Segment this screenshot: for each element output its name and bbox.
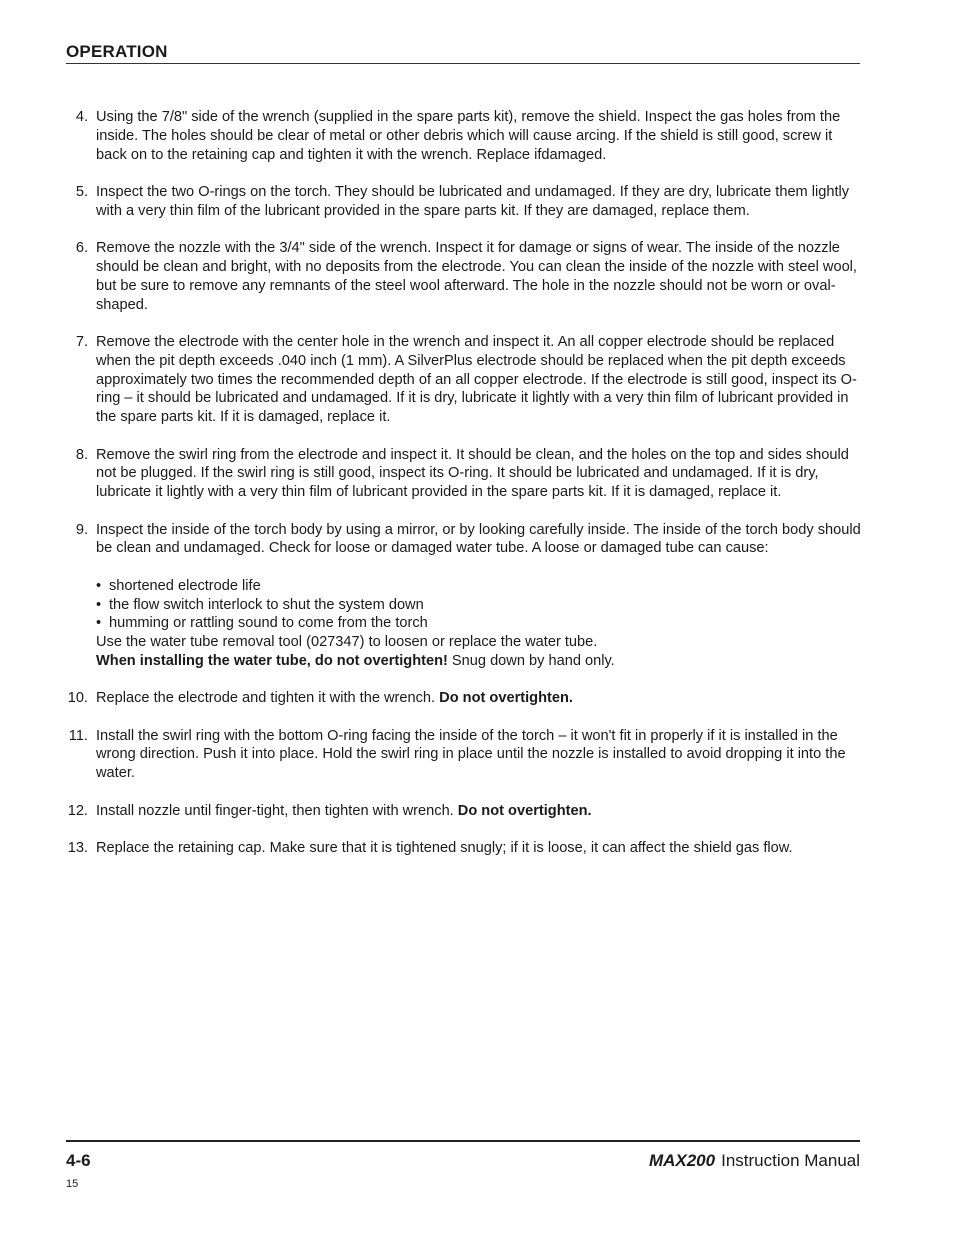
manual-title	[649, 1151, 860, 1171]
sheet-number: 15	[66, 1178, 79, 1190]
note-text: Use the water tube removal tool (027347) to loosen or replace the water tube.	[96, 634, 598, 651]
step-text: Remove the swirl ring from the electrode and inspect it. It should be clean, and the holes on the top and sides should not be plugged. If the swirl ring is still good, inspect its O-ring. It should be lubricated and undamaged. If it is dry, lubricate it lightly with a very thin film of lubricant provided in the spare parts kit. If it is damaged, replace it.	[96, 446, 849, 501]
step-13	[66, 839, 862, 858]
page-number: 4-6	[66, 1151, 91, 1170]
step-8	[66, 446, 862, 502]
step-number: 10.	[67, 690, 88, 707]
note-warning: When installing the water tube, do not overtighten!	[96, 652, 448, 669]
warning-text: Do not overtighten.	[457, 802, 592, 819]
step-6	[66, 239, 862, 314]
section-title: OPERATION	[66, 42, 168, 61]
step-4	[66, 108, 862, 164]
step-text: Inspect the two O-rings on the torch. They should be lubricated and undamaged. If they are dry, lubricate them lightly with a very thin film of the lubricant provided in the spare parts kit. If they are damaged, replace them.	[96, 183, 850, 219]
step-text: Install nozzle until finger-tight, then tighten with wrench. Do not overtighten.	[96, 802, 592, 819]
step-text: Using the 7/8" side of the wrench (supplied in the spare parts kit), remove the shield. Inspect the gas holes from the inside. The holes should be clear of metal or other debris which will cause arcing. If the shield is still good, screw it back on to the retaining cap and tighten it with the wrench. Replace ifdamaged.	[96, 109, 841, 163]
list-item: • humming or rattling sound to come from the torch	[96, 614, 862, 633]
page-header	[66, 42, 860, 64]
step-number: 8.	[75, 446, 88, 463]
warning-text: Do not overtighten.	[439, 690, 573, 707]
step-7	[66, 333, 862, 427]
bullet-list	[96, 577, 862, 633]
step-text: Replace the electrode and tighten it with the wrench. Do not overtighten.	[96, 690, 573, 707]
manual-label: Instruction Manual	[721, 1151, 860, 1170]
step-text: Install the swirl ring with the bottom O-ring facing the inside of the torch – it won't fit in properly if it is installed in the wrong direction. Push it into place. Hold the swirl ring in place until the nozzle is installed to avoid dropping it into the water.	[96, 727, 846, 782]
water-tube-note	[96, 633, 862, 671]
step-number: 6.	[75, 240, 88, 257]
step-number: 12.	[67, 802, 88, 819]
step-number: 9.	[75, 521, 88, 538]
step-10	[66, 689, 862, 708]
step-12	[66, 802, 862, 821]
step-number: 5.	[75, 183, 88, 200]
step-text: Replace the retaining cap. Make sure that it is tightened snugly; if it is loose, it can affect the shield gas flow.	[96, 840, 793, 857]
step-text: Remove the electrode with the center hole in the wrench and inspect it. An all copper electrode should be replaced when the pit depth exceeds .040 inch (1 mm). A SilverPlus electrode should be replaced when the pit depth exceeds approximately two times the recommended depth of an all copper electrode. If the electrode is still good, inspect its O-ring – it should be lubricated and undamaged. If it is dry, lubricate it lightly with a very thin film of lubricant provided in the spare parts kit. If it is damaged, replace it.	[96, 333, 857, 426]
step-5	[66, 183, 862, 221]
list-item: • shortened electrode life	[96, 577, 862, 596]
step-text: Remove the nozzle with the 3/4" side of the wrench. Inspect it for damage or signs of wear. The inside of the nozzle should be clean and bright, with no deposits from the electrode. You can clean the inside of the nozzle with steel wool, but be sure to remove any remnants of the steel wool afterward. The hole in the nozzle should not be worn or oval-shaped.	[96, 240, 857, 313]
step-11	[66, 727, 862, 783]
step-number: 7.	[75, 333, 88, 350]
note-text: Snug down by hand only.	[447, 652, 615, 669]
list-item: • the flow switch interlock to shut the system down	[96, 596, 862, 615]
step-9	[66, 521, 862, 671]
model-name: MAX200	[648, 1151, 716, 1170]
step-number: 4.	[75, 109, 88, 125]
page-footer	[66, 1140, 860, 1190]
step-number: 11.	[68, 727, 88, 744]
step-text: Inspect the inside of the torch body by using a mirror, or by looking carefully inside. The inside of the torch body should be clean and undamaged. Check for loose or damaged water tube. A loose or damaged tube can cause:	[96, 521, 861, 557]
instruction-steps	[66, 108, 862, 876]
step-number: 13.	[67, 840, 88, 857]
